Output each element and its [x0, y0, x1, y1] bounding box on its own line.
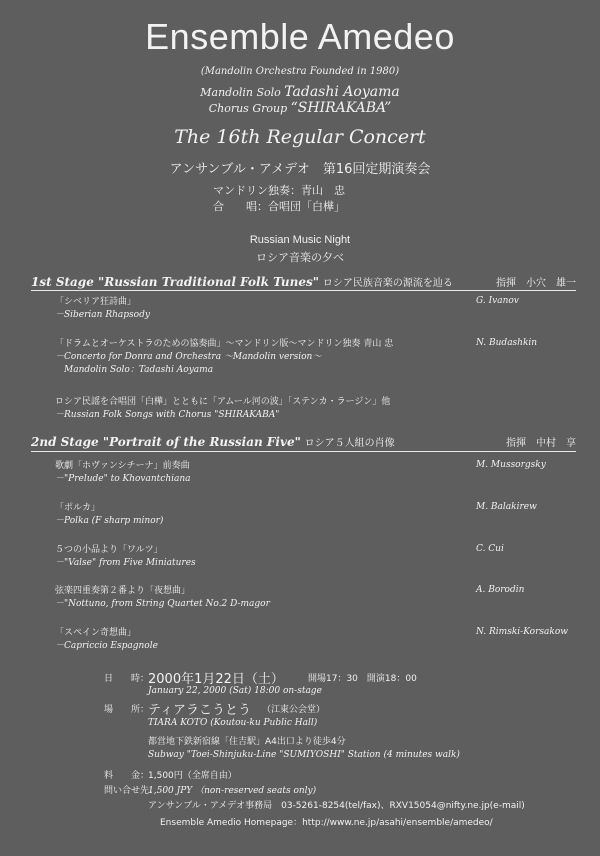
mandolin-solo-name: Tadashi Aoyama: [284, 84, 400, 100]
piece-en: －Capriccio Espagnole: [55, 641, 158, 651]
piece-jp: 「ポルカ」: [55, 503, 101, 513]
jp-solo-line: マンドリン独奏：青山 忠: [213, 184, 345, 197]
stage2-heading: [31, 434, 576, 449]
stage1-piece-1: [55, 296, 475, 322]
theme-en: Russian Music Night: [249, 234, 351, 246]
stage2-piece-4: [55, 585, 475, 611]
stage2-composer-4: A. Borodin: [476, 585, 525, 595]
contact-line: アンサンブル・アメデオ事務局 03-5261-8254(tel/fax)、RXV15054@nifty.ne.jp(e-mail): [148, 801, 525, 811]
fee-jp: 1,500円（全席自由）: [148, 771, 237, 781]
homepage-line: Ensemble Amedio Homepage：http://www.ne.jp/asahi/ensemble/amedeo/: [160, 818, 493, 828]
piece-en: －Russian Folk Songs with Chorus "SHIRAKABA": [55, 410, 280, 420]
info-block: [0, 668, 600, 848]
piece-en: －Siberian Rhapsody: [55, 310, 150, 320]
stage2-rule: [31, 451, 576, 452]
stage2-composer-5: N. Rimski-Korsakow: [476, 627, 568, 637]
stage1-composer-1: G. Ivanov: [476, 296, 519, 306]
access-jp: 都営地下鉄新宿線「住吉駅」A4出口より徒歩4分: [148, 737, 346, 747]
stage2-piece-2: [55, 502, 475, 528]
stage1-rule: [31, 290, 576, 291]
chorus-label: Chorus Group: [208, 102, 288, 115]
access-en: Subway "Toei-Shinjuku-Line "SUMIYOSHI" Station (4 minutes walk): [148, 750, 460, 760]
stage2-title-jp: ロシア５人組の肖像: [304, 438, 395, 449]
fee-label: 料 金：: [104, 771, 150, 781]
piece-en: －Concerto for Donra and Orchestra ～Mandolin version～: [55, 352, 322, 362]
stage2-composer-2: M. Balakirew: [476, 502, 537, 512]
piece-jp: 「シベリア狂詩曲」: [55, 297, 137, 307]
piece-jp: ロシア民謡を合唱団「白樺」とともに「アムール河の波」「ステンカ・ラージン」他: [55, 397, 391, 407]
stage2-composer-1: M. Mussorgsky: [476, 460, 546, 470]
chorus-name: “SHIRAKABA”: [290, 100, 392, 116]
fee-en: 1,500 JPY （non-reserved seats only): [148, 786, 317, 796]
piece-jp: 「ドラムとオーケストラのための協奏曲」～マンドリン版～マンドリン独奏 青山 忠: [55, 339, 394, 349]
date-jp: 2000年1月22日（土）: [148, 672, 284, 687]
stage2-composer-3: C. Cui: [476, 544, 504, 554]
piece-en: －"Nottuno, from String Quartet No.2 D-magor: [55, 599, 270, 609]
stage2-conductor: 指揮 中村 享: [506, 438, 576, 449]
piece-jp: ５つの小品より「ワルツ」: [55, 545, 163, 555]
founded-line: (Mandolin Orchestra Founded in 1980): [200, 66, 400, 77]
stage1-heading: [31, 274, 576, 289]
piece-en: －"Valse" from Five Miniatures: [55, 558, 196, 568]
mandolin-solo-line: [0, 84, 600, 100]
stage2-piece-5: [55, 627, 475, 653]
piece-en: －Polka (F sharp minor): [55, 516, 164, 526]
date-label: 日 時：: [104, 674, 150, 684]
piece-jp: 歌劇「ホヴァンシチーナ」前奏曲: [55, 461, 190, 471]
stage2-piece-3: [55, 544, 475, 570]
stage1-title-en: 1st Stage "Russian Traditional Folk Tunes": [31, 275, 319, 289]
stage1-composer-2: N. Budashkin: [476, 338, 538, 348]
piece-en: －"Prelude" to Khovantchiana: [55, 474, 191, 484]
chorus-line: [0, 100, 600, 116]
stage1-title-jp: ロシア民族音楽の源流を辿る: [322, 278, 453, 289]
place-jp-sub: （江東公会堂）: [262, 705, 326, 715]
stage2-title-en: 2nd Stage "Portrait of the Russian Five": [31, 435, 301, 449]
place-en: TIARA KOTO (Koutou-ku Public Hall): [148, 718, 318, 728]
concert-title: The 16th Regular Concert: [174, 126, 426, 148]
stage2-piece-1: [55, 460, 475, 486]
contact-label: 問い合せ先：: [104, 786, 159, 796]
piece-jp: 「スペイン奇想曲」: [55, 628, 137, 638]
stage1-conductor: 指揮 小穴 雄一: [496, 278, 576, 289]
stage1-piece-2: [55, 338, 475, 377]
date-en: January 22, 2000 (Sat) 18:00 on-stage: [148, 686, 322, 696]
ensemble-title: Ensemble Amedeo: [145, 16, 455, 57]
mandolin-solo-label: Mandolin Solo: [200, 86, 281, 99]
jp-chorus-line: 合 唱：合唱団「白樺」: [213, 200, 345, 213]
jp-concert-title: アンサンブル・アメデオ 第16回定期演奏会: [169, 162, 431, 177]
piece-en-2: Mandolin Solo：Tadashi Aoyama: [64, 365, 214, 375]
place-label: 場 所：: [104, 705, 150, 715]
theme-jp: ロシア音楽の夕べ: [256, 251, 344, 264]
stage1-piece-3: [55, 396, 475, 422]
date-times-jp: 開場17：30 開演18：00: [308, 674, 417, 684]
piece-jp: 弦楽四重奏第２番より「夜想曲」: [55, 586, 191, 596]
place-jp: ティアラこうとう: [148, 703, 251, 718]
